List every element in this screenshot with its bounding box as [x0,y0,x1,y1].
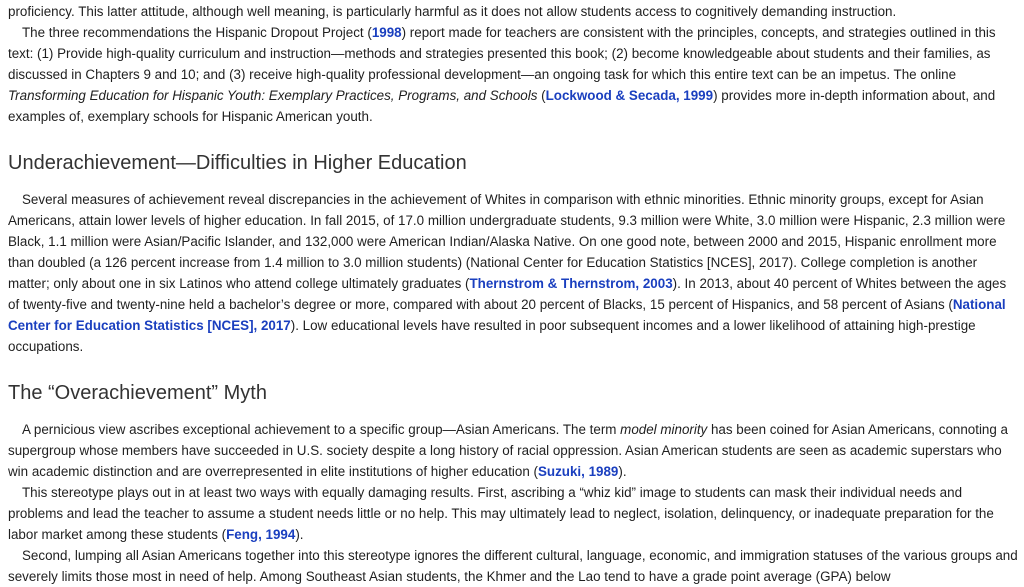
text-run: ). In 2013, about 40 percent of Whites between the ages of twenty-five and twenty-nine held a bachelor’s degree or more, compared with about 20 percent of Blacks, 15 percent of Hispanics, and 58 percent of Asians ( [8,276,1007,312]
overachievement-paragraph-3: Second, lumping all Asian Americans together into this stereotype ignores the different cultural, language, economic, and immigration statuses of the various groups and severely limits those most in need of help. Among Southeast Asian students, the Khmer and the Lao tend to have a grade point average (GPA) below [8,548,1018,584]
text-run: ). Low educational levels have resulted in poor subsequent incomes and a lower likelihood of attaining high-prestige occupations. [8,318,976,354]
citation-link-lockwood-secada[interactable]: Lockwood & Secada, 1999 [545,88,714,103]
italic-title: Transforming Education for Hispanic Youth: Exemplary Practices, Programs, and Schools [8,88,538,103]
text-run: ) provides more in-depth information about, and examples of, exemplary schools for Hispanic American youth. [8,88,996,124]
text-run: ). [295,527,304,542]
text-run: A pernicious view ascribes exceptional achievement to a specific group—Asian Americans. The term [22,422,621,437]
overachievement-paragraph-2 [8,482,1018,545]
citation-link-suzuki[interactable]: Suzuki, 1989 [537,464,619,479]
text-run: ) report made for teachers are consistent with the principles, concepts, and strategies outlined in this text: (1) Provide high-quality curriculum and instruction—methods and strategies presented this book; (2) become knowledgeable about students and their families, as discussed in Chapters 9 and 10; and (3) receive high-quality professional development—an ongoing task for which this entire text can be an impetus. The online [8,25,996,82]
text-run: The three recommendations the Hispanic Dropout Project ( [22,25,372,40]
citation-link-nces[interactable]: National Center for Education Statistics [NCES], 2017 [8,297,1006,333]
text-run: ). [618,464,627,479]
section-heading-underachievement: Underachievement—Difficulties in Higher Education [8,152,467,174]
citation-link-hispanic-dropout-project[interactable]: 1998 [371,25,402,40]
underachievement-paragraph-1 [8,189,1018,357]
text-run: ( [537,88,546,103]
section-heading-overachievement-myth: The “Overachievement” Myth [8,382,267,404]
intro-paragraph-2 [8,22,1018,127]
overachievement-paragraph-1 [8,419,1018,482]
text-run: This stereotype plays out in at least two ways with equally damaging results. First, ascribing a “whiz kid” image to students can mask their individual needs and problems and lead the teacher to assume a student needs little or no help. This may ultimately lead to neglect, isolation, delinquency, or inadequate preparation for the labor market among these students ( [8,485,994,542]
italic-term: model minority [620,422,708,437]
text-column [8,1,1018,587]
text-run: has been coined for Asian Americans, connoting a supergroup whose members have succeeded in U.S. society despite a long history of racial oppression. Asian American students are seen as academic superstars who win academic distinction and are overrepresented in elite institutions of higher education ( [8,422,1008,479]
citation-link-thernstrom[interactable]: Thernstrom & Thernstrom, 2003 [469,276,673,291]
intro-paragraph-1: proficiency. This latter attitude, although well meaning, is particularly harmful as it does not allow students access to cognitively demanding instruction. [8,4,897,19]
text-run: Several measures of achievement reveal discrepancies in the achievement of Whites in comparison with ethnic minorities. Ethnic minority groups, except for Asian Americans, attain lower levels of higher education. In fall 2015, of 17.0 million undergraduate students, 9.3 million were White, 3.0 million were Hispanic, 2.3 million were Black, 1.1 million were Asian/Pacific Islander, and 132,000 were American Indian/Alaska Native. On one good note, between 2000 and 2015, Hispanic enrollment more than doubled (a 126 percent increase from 1.4 million to 3.0 million students) (National Center for Education Statistics [NCES], 2017). College completion is another matter; only about one in six Latinos who attend college ultimately graduates ( [8,192,1006,291]
citation-link-feng[interactable]: Feng, 1994 [226,527,296,542]
